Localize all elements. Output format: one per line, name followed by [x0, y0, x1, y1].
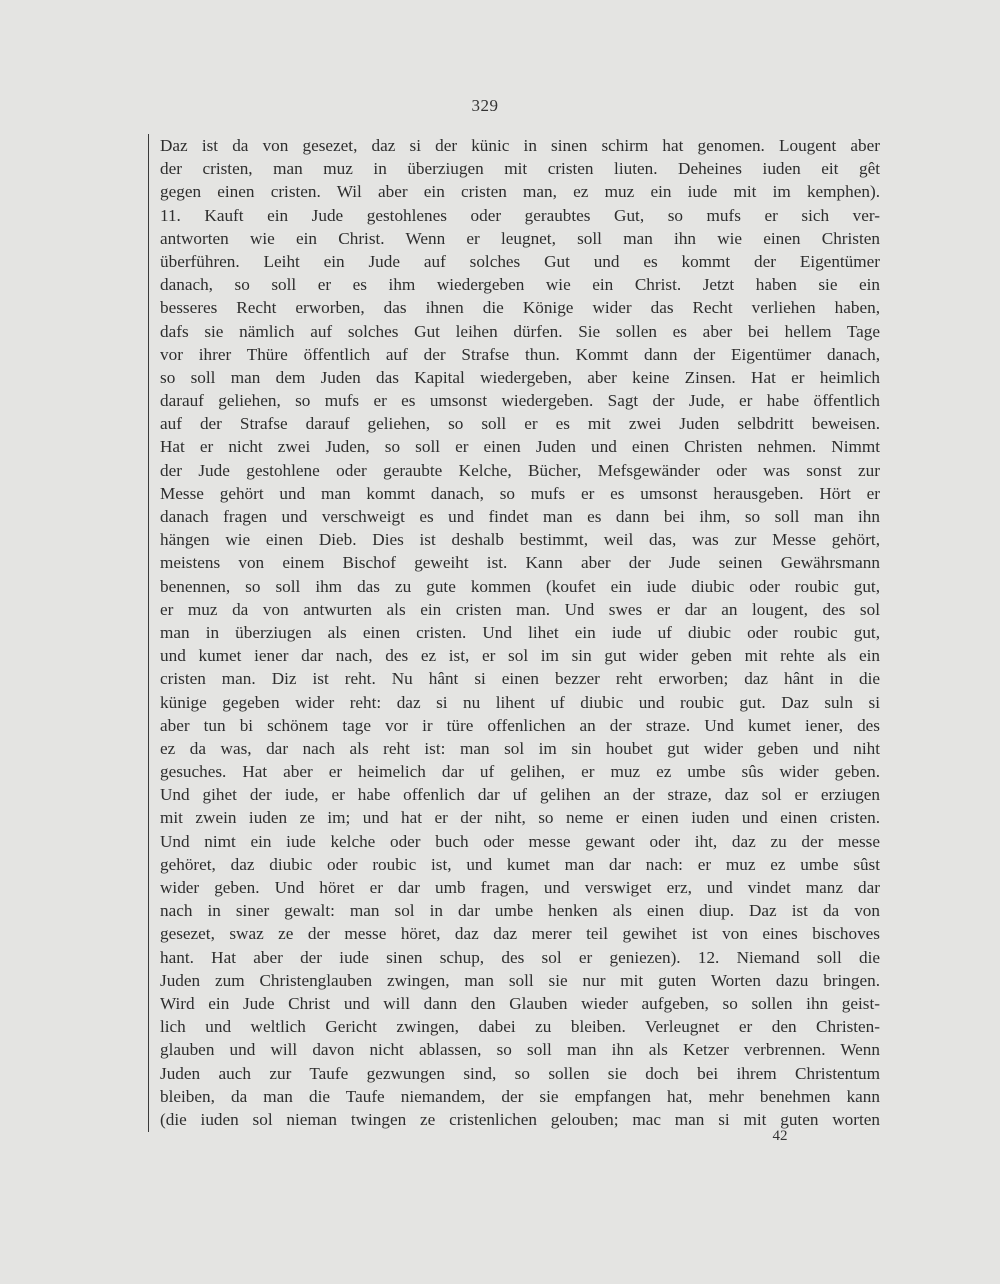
- text-line: besseres Recht erworben, das ihnen die Könige wider das Recht verliehen haben,: [160, 298, 880, 318]
- text-line: hängen wie einen Dieb. Dies ist deshalb bestimmt, weil das, was zur Messe gehört,: [160, 530, 880, 550]
- text-line: Hat er nicht zwei Juden, so soll er einen Juden und einen Christen nehmen. Nimmt: [160, 437, 880, 457]
- text-line: Messe gehört und man kommt danach, so mufs er es umsonst herausgeben. Hört er: [160, 483, 880, 503]
- text-line: cristen man. Diz ist reht. Nu hânt si einen bezzer reht erworben; daz hânt in die: [160, 669, 880, 689]
- text-line: überführen. Leiht ein Jude auf solches Gut und es kommt der Eigentümer: [160, 251, 880, 271]
- text-line: man in überziugen als einen cristen. Und lihet ein iude uf diubic oder roubic gut,: [160, 622, 880, 642]
- text-line: und kumet iener dar nach, des ez ist, er sol im sin gut wider geben mit rehte als ein: [160, 646, 880, 666]
- text-line: künige gegeben wider reht: daz si nu lihent uf diubic und roubic gut. Daz suln si: [160, 692, 880, 712]
- text-line: gesuches. Hat aber er heimelich dar uf gelihen, er muz ez umbe sûs wider geben.: [160, 762, 880, 782]
- text-line: danach fragen und verschweigt es und findet man es dann bei ihm, so soll man ihn: [160, 507, 880, 526]
- text-line: Daz ist da von gesezet, daz si der künic in sinen schirm hat genomen. Lougent aber: [160, 136, 880, 155]
- text-line: danach, so soll er es ihm wiedergeben wie ein Christ. Jetzt haben sie ein: [160, 275, 880, 295]
- text-line: gehöret, daz diubic oder roubic ist, und kumet man dar nach: er muz ez umbe sûst: [160, 854, 880, 874]
- text-line: lich und weltlich Gericht zwingen, dabei zu bleiben. Verleugnet er den Christen-: [160, 1017, 880, 1037]
- text-line: der cristen, man muz in überziugen mit cristen liuten. Deheines iuden eit gêt: [160, 159, 880, 179]
- body-text: [160, 134, 880, 1131]
- text-line: er muz da von antwurten als ein cristen man. Und swes er dar an lougent, des sol: [160, 599, 880, 619]
- text-line: ez da was, dar nach als reht ist: man sol im sin houbet gut wider geben und niht: [160, 738, 880, 758]
- signature-mark: 42: [772, 1128, 788, 1144]
- text-line: nach in siner gewalt: man sol in dar umbe henken als einen diup. Daz ist da von: [160, 901, 880, 921]
- text-line: Und nimt ein iude kelche oder buch oder messe gewant oder iht, daz zu der messe: [160, 831, 880, 851]
- text-line: der Jude gestohlene oder geraubte Kelche, Bücher, Mefsgewänder oder was sonst zur: [160, 460, 880, 480]
- text-line: Juden zum Christenglauben zwingen, man soll sie nur mit guten Worten dazu bringen.: [160, 970, 880, 990]
- text-line: aber tun bi schönem tage vor ir türe offenlichen an der straze. Und kumet iener, des: [160, 715, 880, 735]
- page-number: 329: [471, 96, 499, 115]
- text-line: Und gihet der iude, er habe offenlich dar uf gelihen an der straze, daz sol er erziugen: [160, 785, 880, 805]
- text-line: antworten wie ein Christ. Wenn er leugnet, soll man ihn wie einen Christen: [160, 228, 880, 248]
- text-line: Juden auch zur Taufe gezwungen sind, so sollen sie doch bei ihrem Christentum: [160, 1063, 880, 1083]
- text-line: vor ihrer Thüre öffentlich auf der Strafse thun. Kommt dann der Eigentümer danach,: [160, 344, 880, 364]
- text-line: gegen einen cristen. Wil aber ein cristen man, ez muz ein iude mit im kemphen).: [160, 182, 880, 202]
- text-line: (die iuden sol nieman twingen ze cristenlichen gelouben; mac man si mit guten worten: [160, 1109, 880, 1129]
- text-line: auf der Strafse darauf geliehen, so soll er es mit zwei Juden selbdritt beweisen.: [160, 414, 880, 434]
- text-line: bleiben, da man die Taufe niemandem, der sie empfangen hat, mehr benehmen kann: [160, 1086, 880, 1106]
- text-line: gesezet, swaz ze der messe höret, daz daz merer teil gewihet ist von eines bischoves: [160, 924, 880, 944]
- text-line: darauf geliehen, so mufs er es umsonst wiedergeben. Sagt der Jude, er habe öffentlich: [160, 391, 880, 411]
- text-line: benennen, so soll ihm das zu gute kommen (koufet ein iude diubic oder roubic gut,: [160, 576, 880, 596]
- text-line: 11. Kauft ein Jude gestohlenes oder geraubtes Gut, so mufs er sich ver-: [160, 205, 880, 225]
- text-line: dafs sie nämlich auf solches Gut leihen dürfen. Sie sollen es aber bei hellem Tage: [160, 321, 880, 341]
- text-line: wider geben. Und höret er dar umb fragen, und verswiget erz, und vindet manz dar: [160, 878, 880, 897]
- text-line: glauben und will davon nicht ablassen, so soll man ihn als Ketzer verbrennen. Wenn: [160, 1040, 880, 1060]
- text-line: so soll man dem Juden das Kapital wiedergeben, aber keine Zinsen. Hat er heimlich: [160, 367, 880, 387]
- text-line: mit zwein iuden ze im; und hat er der niht, so neme er einen iuden und einen cristen.: [160, 808, 880, 828]
- text-line: Wird ein Jude Christ und will dann den Glauben wieder aufgeben, so sollen ihn geist-: [160, 993, 880, 1013]
- margin-rule: [148, 134, 149, 1132]
- text-line: meistens von einem Bischof geweiht ist. Kann aber der Jude seinen Gewährsmann: [160, 553, 880, 573]
- text-line: hant. Hat aber der iude sinen schup, des sol er geniezen). 12. Niemand soll die: [160, 947, 880, 967]
